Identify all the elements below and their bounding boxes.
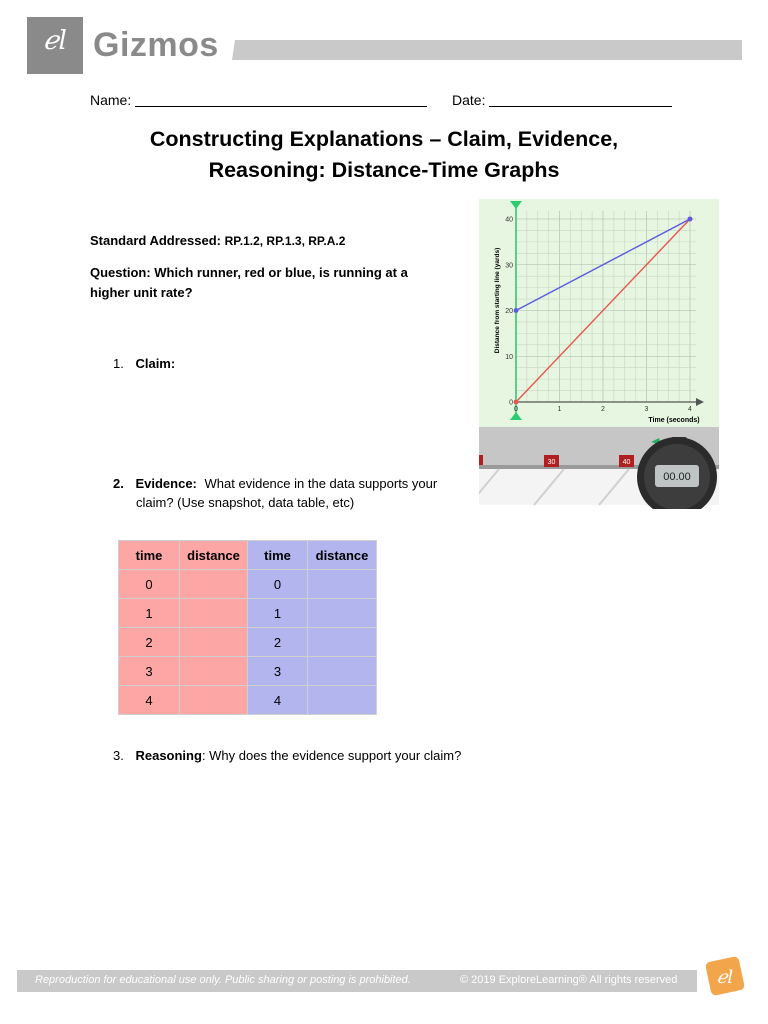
table-row (119, 686, 377, 715)
graph-background (479, 199, 719, 427)
date-blank[interactable] (489, 92, 672, 107)
series-point (514, 308, 519, 313)
evidence-text-line-2: claim? (Use snapshot, data table, etc) (136, 495, 355, 510)
x-tick-label: 0 (514, 406, 518, 413)
question (90, 263, 408, 303)
distance-time-graph-snapshot (479, 199, 719, 509)
header-red-distance: distance (180, 541, 248, 570)
standard-value: RP.1.2, RP.1.3, RP.A.2 (224, 234, 346, 248)
marker-30-label: 30 (547, 459, 556, 466)
title-line-1: Constructing Explanations – Claim, Evidence, (149, 127, 619, 151)
claim-item (113, 354, 175, 374)
table-header-row (119, 541, 377, 570)
table-row (119, 628, 377, 657)
evidence-label: Evidence: (135, 476, 197, 491)
x-axis-label: Time (seconds) (648, 417, 700, 424)
question-line-2: higher unit rate? (90, 285, 193, 300)
red-distance-cell[interactable] (180, 657, 248, 686)
evidence-text: What evidence in the data supports your (204, 476, 438, 491)
marker-40-label: 40 (622, 459, 631, 466)
footer-copyright: © 2019 ExploreLearning® All rights reserved (460, 974, 678, 986)
red-time-cell: 1 (119, 599, 180, 628)
brand-title: Gizmos (93, 26, 219, 64)
header-blue-time: time (248, 541, 308, 570)
standard-addressed (90, 231, 345, 251)
name-blank[interactable] (135, 92, 427, 107)
evidence-number: 2. (113, 476, 124, 491)
distance-marker (479, 455, 483, 465)
reasoning-text: : Why does the evidence support your claim? (201, 748, 462, 763)
stopwatch-time: 00.00 (663, 471, 691, 483)
claim-number: 1. (113, 356, 124, 371)
series-point (688, 217, 693, 222)
explorelearning-footer-logo (700, 951, 750, 1001)
series-point (514, 400, 519, 405)
claim-label: Claim: (135, 356, 176, 371)
y-tick-label: 30 (505, 262, 513, 270)
title-line-2: Reasoning: Distance-Time Graphs (208, 158, 560, 182)
y-tick-label: 0 (509, 399, 513, 407)
red-distance-cell[interactable] (180, 570, 248, 599)
date-field (452, 92, 672, 108)
header-blue-distance: distance (308, 541, 377, 570)
svg-text:ℯl: ℯl (716, 967, 734, 988)
data-table (118, 540, 377, 715)
blue-time-cell: 4 (248, 686, 308, 715)
name-field (90, 92, 427, 108)
reasoning-label: Reasoning (135, 748, 202, 763)
blue-distance-cell[interactable] (308, 599, 377, 628)
blue-time-cell: 1 (248, 599, 308, 628)
standard-label: Standard Addressed: (90, 233, 221, 248)
footer-disclaimer: Reproduction for educational use only. Public sharing or posting is prohibited. (35, 974, 411, 986)
y-tick-label: 40 (505, 216, 513, 224)
red-distance-cell[interactable] (180, 686, 248, 715)
date-label: Date: (452, 92, 486, 108)
red-time-cell: 4 (119, 686, 180, 715)
blue-time-cell: 2 (248, 628, 308, 657)
reasoning-item (113, 746, 461, 766)
red-time-cell: 3 (119, 657, 180, 686)
name-label: Name: (90, 92, 132, 108)
y-axis-label: Distance from starting line (yards) (494, 247, 501, 354)
x-tick-label: 2 (601, 406, 605, 413)
blue-distance-cell[interactable] (308, 628, 377, 657)
blue-time-cell: 0 (248, 570, 308, 599)
table-row (119, 599, 377, 628)
x-tick-label: 4 (688, 406, 692, 413)
table-row (119, 657, 377, 686)
y-tick-label: 20 (505, 308, 513, 315)
explorelearning-logo: ℯl (27, 17, 83, 74)
blue-distance-cell[interactable] (308, 657, 377, 686)
blue-time-cell: 3 (248, 657, 308, 686)
evidence-item (113, 474, 437, 494)
y-tick-label: 10 (505, 353, 513, 361)
blue-distance-cell[interactable] (308, 570, 377, 599)
red-time-cell: 0 (119, 570, 180, 599)
red-distance-cell[interactable] (180, 628, 248, 657)
x-tick-label: 1 (557, 406, 562, 413)
x-tick-label: 3 (644, 406, 649, 413)
page-title (0, 124, 768, 186)
header-red-time: time (119, 541, 180, 570)
table-row (119, 570, 377, 599)
reasoning-number: 3. (113, 748, 124, 763)
blue-distance-cell[interactable] (308, 686, 377, 715)
red-distance-cell[interactable] (180, 599, 248, 628)
header-bar (232, 40, 742, 60)
question-line-1: Question: Which runner, red or blue, is running at a (90, 265, 408, 280)
red-time-cell: 2 (119, 628, 180, 657)
